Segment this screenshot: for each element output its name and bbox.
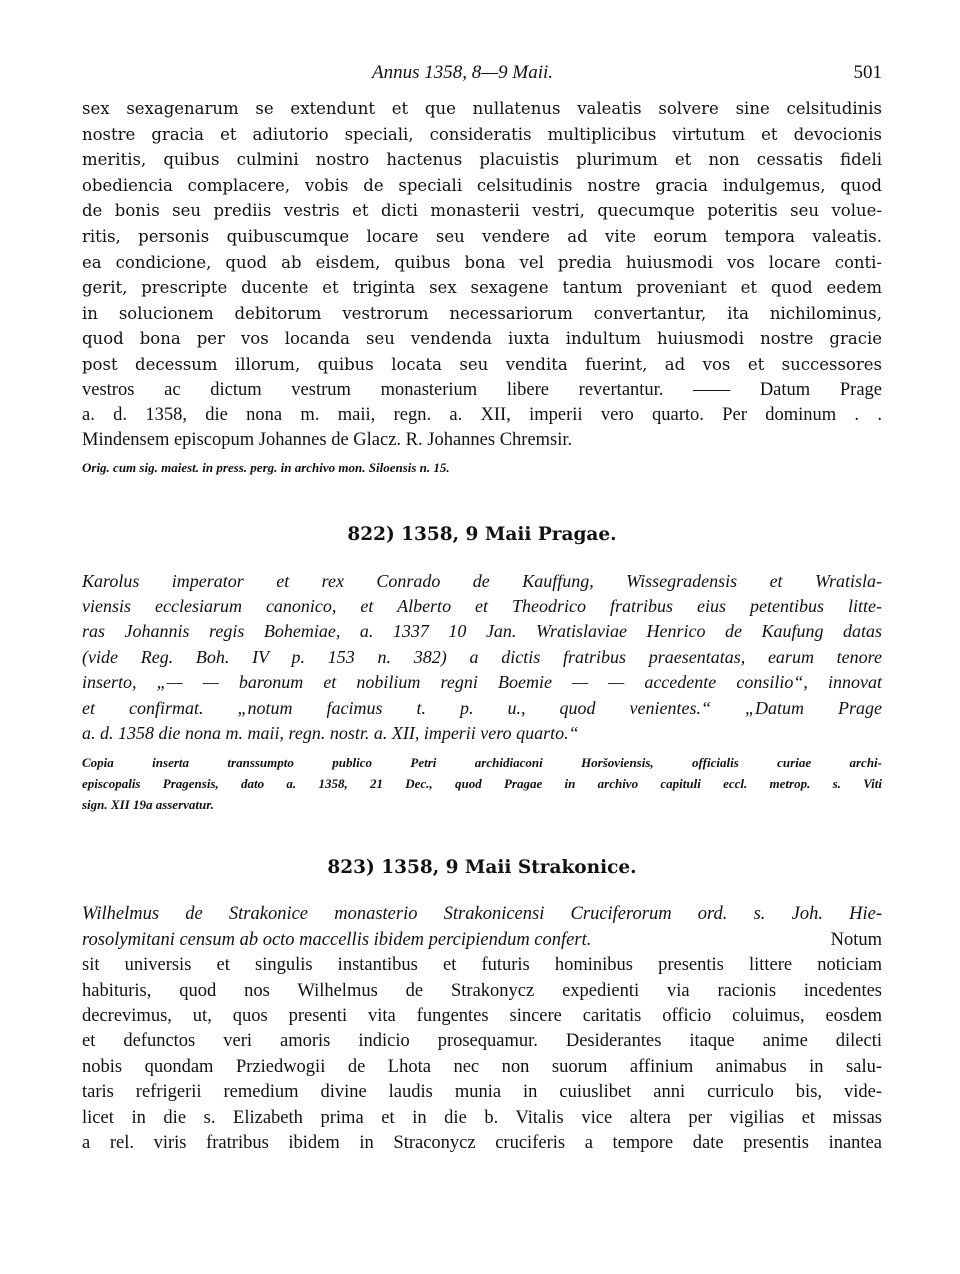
document-number-heading: 822) 1358, 9 Maii Pragae. xyxy=(347,523,617,545)
doc823-heading xyxy=(82,857,882,878)
regest-line: Karolus imperator et rex Conrado de Kauffung, Wissegradensis et Wratisla- xyxy=(82,570,882,591)
text-line: Mindensem episcopum Johannes de Glacz. R. Johannes Chremsir. xyxy=(82,430,573,451)
running-head xyxy=(82,58,882,94)
regest-line: a. d. 1358 die nona m. maii, regn. nostr. a. XII, imperii vero quarto.“ xyxy=(82,723,579,744)
text-line: a. d. 1358, die nona m. maii, regn. a. XII, imperii vero quarto. Per dominum . . xyxy=(82,404,882,425)
text-line: decrevimus, ut, quos presenti vita fungentes sincere caritatis officio coluimus, eosdem xyxy=(82,1006,882,1026)
text-line: gerit, prescripte ducente et triginta sex sexagene tantum proveniant et quod eedem xyxy=(82,278,882,298)
text-line: ritis, personis quibuscumque locare seu vendere ad vite eorum tempora valeatis. xyxy=(82,226,882,246)
regest-line: ras Johannis regis Bohemiae, a. 1337 10 Jan. Wratislaviae Henrico de Kaufung datas xyxy=(82,621,882,642)
source-line: sign. XII 19a asservatur. xyxy=(82,797,214,813)
text-line: taris refrigerii remedium divine laudis munia in cuiuslibet anni curriculo bis, vide- xyxy=(82,1082,882,1103)
text-line: et defunctos veri amoris indicio prosequamur. Desiderantes itaque anime dilecti xyxy=(82,1031,882,1052)
text-line: licet in die s. Elizabeth prima et in die b. Vitalis vice altera per vigilias et missas xyxy=(82,1107,882,1128)
doc822-regest xyxy=(82,569,882,747)
doc822-heading xyxy=(82,524,882,545)
text-line: nostre gracia et adiutorio speciali, consideratis multiplicibus virtutum et devocionis xyxy=(82,124,882,144)
text-line: de bonis seu prediis vestris et dicti monasterii vestri, quecumque poteritis seu volue- xyxy=(82,201,882,221)
text-line: in solucionem debitorum vestrorum necessariorum convertantur, ita nichilominus, xyxy=(82,303,882,323)
source-note: Orig. cum sig. maiest. in press. perg. in archivo mon. Siloensis n. 15. xyxy=(82,459,450,475)
regest-line: viensis ecclesiarum canonico, et Alberto et Theodrico fratribus eius petentibus litte- xyxy=(82,596,882,617)
text-line: vestros ac dictum vestrum monasterium libere revertantur. —— Datum Prage xyxy=(82,379,882,400)
text-start: Notum xyxy=(830,929,882,950)
regest-line: inserto, „— — baronum et nobilium regni Boemie — — accedente consilio“, innovat xyxy=(82,672,882,693)
doc823-body xyxy=(82,902,882,1156)
regest-line-with-text-start xyxy=(82,928,882,953)
text-line: post decessum illorum, quibus locata seu vendita fuerint, ad vos et successores xyxy=(82,354,882,374)
source-line: episcopalis Pragensis, dato a. 1358, 21 Dec., quod Pragae in archivo capituli eccl. metrop. s. Viti xyxy=(82,776,882,792)
regest-line: et confirmat. „notum facimus t. p. u., quod venientes.“ „Datum Prage xyxy=(82,697,882,718)
running-head-title: Annus 1358, 8—9 Maii. xyxy=(372,62,554,83)
source-line: Copia inserta transsumpto publico Petri archidiaconi Horšoviensis, officialis curiae archi- xyxy=(82,755,882,771)
text-line: meritis, quibus culmini nostro hactenus placuistis plurimum et non cessatis fideli xyxy=(82,150,882,170)
text-line: sit universis et singulis instantibus et futuris hominibus presentis littere noticiam xyxy=(82,955,882,976)
regest-line: (vide Reg. Boh. IV p. 153 n. 382) a dictis fratribus praesentatas, earum tenore xyxy=(82,646,882,667)
text-line: obediencia complacere, vobis de speciali celsitudinis nostre gracia indulgemus, quod xyxy=(82,175,882,195)
text-line: ea condicione, quod ab eisdem, quibus bona vel predia huiusmodi vos locare conti- xyxy=(82,252,882,272)
text-line: quod bona per vos locanda seu vendenda iuxta indultum huiusmodi nostre gracie xyxy=(82,329,882,349)
text-line: nobis quondam Prziedwogii de Lhota nec non suorum affinium animabus in salu- xyxy=(82,1056,882,1077)
document-number-heading: 823) 1358, 9 Maii Strakonice. xyxy=(327,857,637,879)
doc822-source xyxy=(82,752,882,815)
text-line: sex sexagenarum se extendunt et que nullatenus valeatis solvere sine celsitudinis xyxy=(82,99,882,118)
regest-line: rosolymitani censum ab octo maccellis ibidem percipiendum confert. xyxy=(82,929,592,950)
page-number: 501 xyxy=(853,62,882,83)
doc821-source xyxy=(82,458,882,478)
text-line: a rel. viris fratribus ibidem in Straconycz cruciferis a tempore date presentis inantea xyxy=(82,1132,882,1153)
text-line: habituris, quod nos Wilhelmus de Strakonycz expedienti via racionis incedentes xyxy=(82,980,882,1001)
doc821-closing xyxy=(82,378,882,454)
doc821-body xyxy=(82,96,882,378)
regest-line: Wilhelmus de Strakonice monasterio Strakonicensi Cruciferorum ord. s. Joh. Hie- xyxy=(82,904,882,925)
